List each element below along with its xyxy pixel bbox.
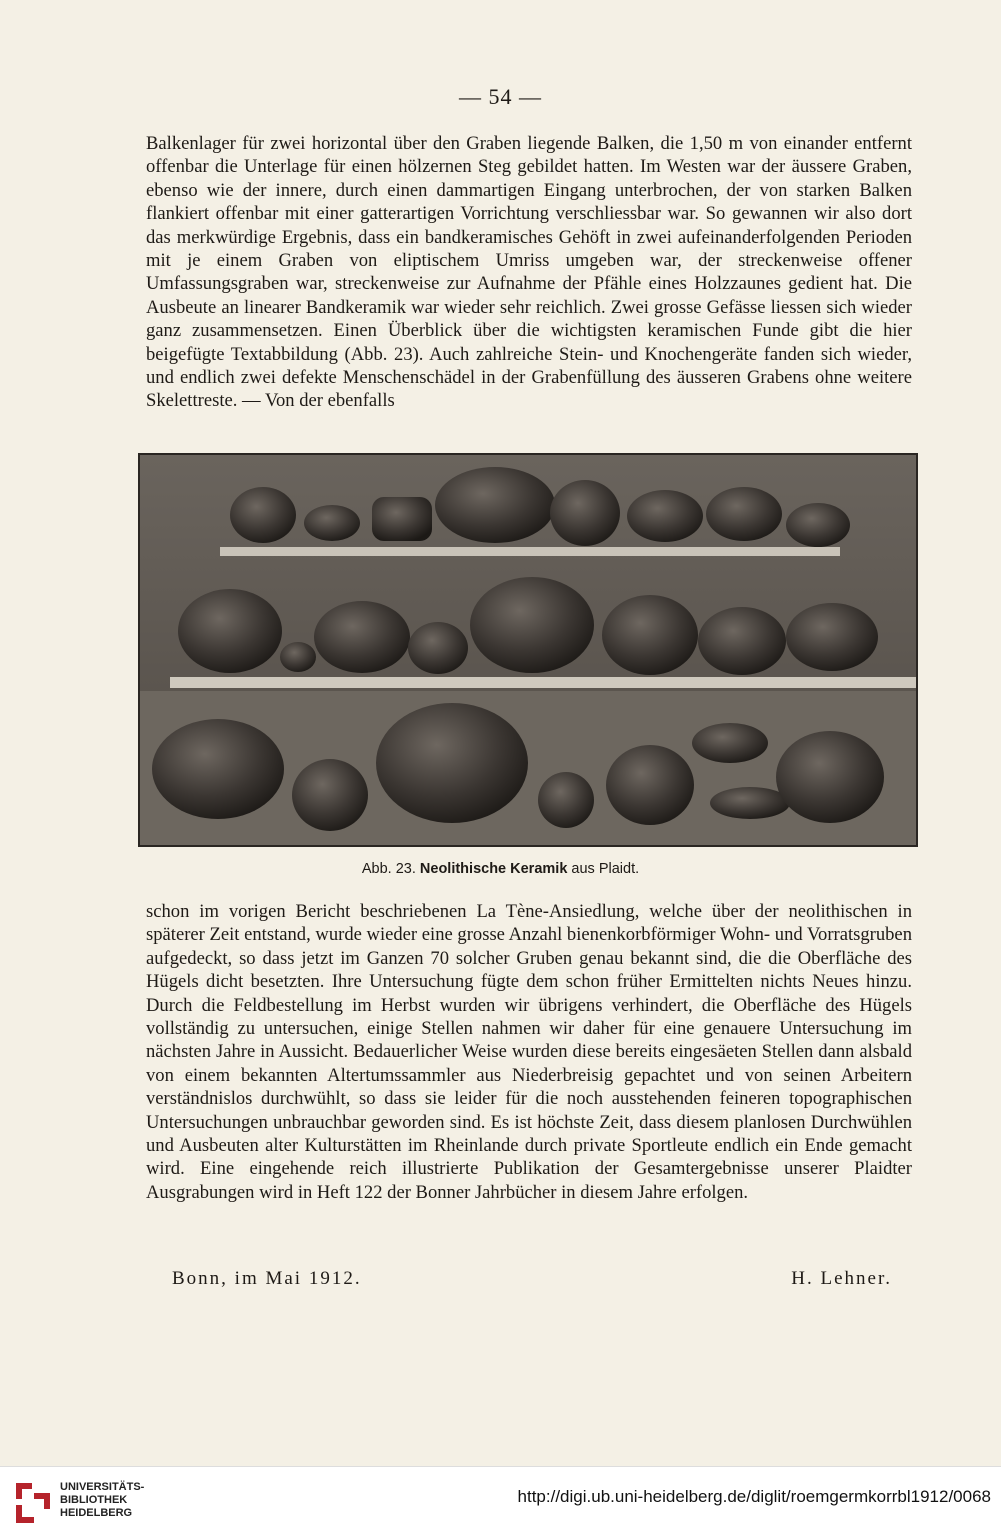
signature-line	[172, 1268, 892, 1294]
library-logo-icon	[12, 1479, 54, 1527]
pottery-photo-illustration	[140, 455, 916, 845]
digitization-footer	[0, 1466, 1001, 1540]
library-name	[60, 1481, 144, 1520]
permalink-url[interactable]: http://digi.ub.uni-heidelberg.de/diglit/roemgermkorrbl1912/0068	[517, 1487, 991, 1506]
caption-suffix: aus Plaidt.	[571, 861, 640, 877]
caption-title: Neolithische Keramik	[419, 861, 568, 877]
paragraph-2: schon im vorigen Bericht beschriebenen La Tène-Ansiedlung, welche über der neolithischen in späterer Zeit entstand, wurde wieder eine grosse Anzahl bienenkorbförmiger Wohn- und Vorratsgruben aufgedeckt, so dass jetzt im Ganzen 70 solcher Gruben genau bekannt sind, die die Oberfläche des Hügels dicht besetzten. Ihre Untersuchung fügte dem schon früher Ermittelten nichts Neues hinzu. Durch die Feldbestellung im Herbst wurden wir übrigens verhindert, die Oberfläche des Hügels vollständig zu untersuchen, einige Stellen nahmen wir daher für eine genauere Untersuchung im nächsten Jahre in Aussicht. Bedauerlicher Weise wurden diese bereits eingesäeten Stellen dann alsbald von einem bekannten Altertumssammler aus Niederbreisig gepachtet und von seinen Arbeitern verständnislos durchwühlt, so dass sie leider für die noch ausstehenden feineren topographischen Untersuchungen unbrauchbar geworden sind. Es ist höchste Zeit, dass diesem planlosen Durchwühlen und Ausbeuten alter Kulturstätten im Rheinlande durch private Sportleute endlich ein Ende gemacht wird. Eine eingehende reich illustrierte Publikation der Gesamtergebnisse unserer Plaidter Ausgrabungen wird in Heft 122 der Bonner Jahrbücher in diesem Jahre erfolgen.	[146, 901, 912, 1203]
figure-caption	[0, 861, 1001, 877]
figure-photo	[138, 453, 918, 847]
library-line-3: HEIDELBERG	[60, 1507, 133, 1519]
paragraph-1: Balkenlager für zwei horizontal über den Graben liegende Balken, die 1,50 m von einander entfernt offenbar die Unterlage für einen hölzernen Steg gebildet hatten. Im Westen war der äussere Graben, ebenso wie der innere, durch einen dammartigen Eingang unterbrochen, der von starken Balken flankiert offenbar mit einer gatterartigen Vorrichtung verschliessbar war. So gewannen wir also dort das merkwürdige Ergebnis, dass ein bandkeramisches Gehöft in zwei aufeinanderfolgenden Perioden mit je einem Graben von eliptischem Umriss umgeben war, der streckenweise offener Umfassungsgraben war, streckenweise zur Aufnahme der Pfähle eines Holzzaunes gedient hat. Die Ausbeute an linearer Bandkeramik war wieder sehr reichlich. Zwei grosse Gefässe liessen sich wieder ganz zusammensetzen. Einen Überblick über die wichtigsten keramischen Funde gibt die hier beigefügte Textabbildung (Abb. 23). Auch zahlreiche Stein- und Knochengeräte fanden sich wieder, und endlich zwei defekte Menschenschädel in der Grabenfüllung des äusseren Grabens ohne weitere Skelettreste. — Von der ebenfalls	[146, 133, 912, 412]
library-line-2: BIBLIOTHEK	[60, 1494, 128, 1506]
shelf-top	[220, 547, 840, 556]
author-name: H. Lehner.	[791, 1268, 892, 1289]
library-line-1: UNIVERSITÄTS-	[60, 1481, 145, 1493]
caption-prefix: Abb. 23.	[361, 861, 416, 877]
place-date: Bonn, im Mai 1912.	[172, 1268, 362, 1289]
shelf-middle	[170, 677, 916, 688]
page-number: — 54 —	[459, 84, 542, 109]
